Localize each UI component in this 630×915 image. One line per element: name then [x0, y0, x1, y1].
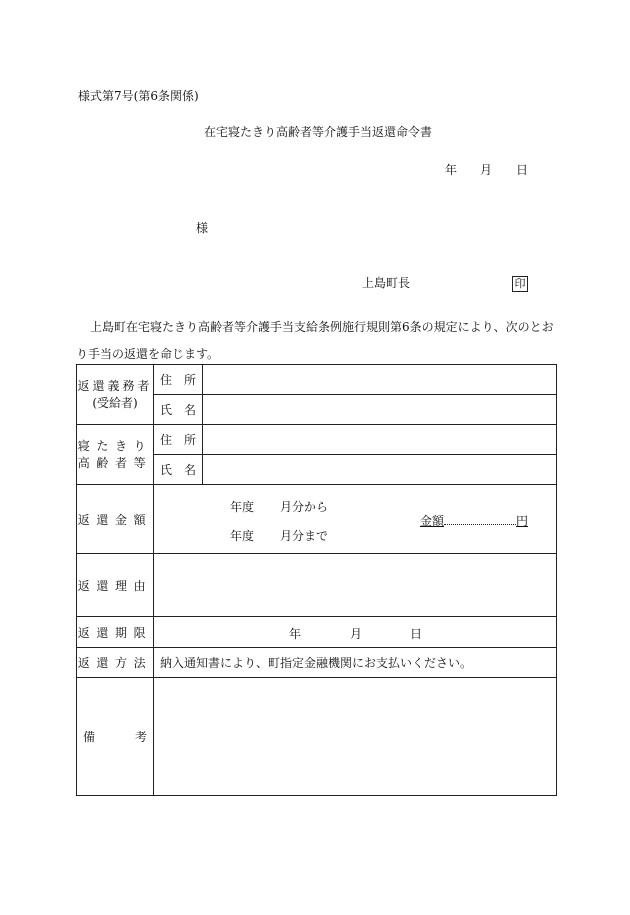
remarks-row [77, 678, 557, 796]
issuer-name: 上島町長 [362, 276, 411, 290]
body-text-line-1: 上島町在宅寝たきり高齢者等介護手当支給条例施行規則第6条の規定により、次のとお [90, 320, 554, 334]
remarks-label-1: 備 [83, 730, 96, 744]
amount-field [420, 512, 528, 529]
obligor-name-label: 氏 名 [154, 395, 203, 425]
reason-value[interactable] [154, 554, 557, 617]
recipient-suffix: 様 [196, 221, 209, 235]
period-from-month: 月分から [280, 500, 329, 514]
period-from-year: 年度 [230, 500, 255, 514]
document-title: 在宅寝たきり高齢者等介護手当返還命令書 [204, 125, 433, 139]
remarks-label-2: 考 [134, 730, 147, 744]
obligor-address-label: 住 所 [154, 365, 203, 395]
seal-mark [512, 272, 528, 292]
bedridden-address-row [77, 425, 557, 455]
deadline-row [77, 617, 557, 648]
bedridden-name-value[interactable] [203, 455, 557, 485]
method-text: 納入通知書により、町指定金融機関にお支払いください。 [154, 648, 557, 678]
method-row [77, 648, 557, 678]
remarks-value[interactable] [154, 678, 557, 796]
period-to-month: 月分まで [280, 529, 329, 543]
amount-unit: 円 [516, 514, 529, 528]
deadline-month-label: 月 [350, 627, 363, 641]
remarks-label-cell [77, 678, 154, 796]
seal-label: 印 [512, 276, 528, 292]
obligor-label: 返還義務者 [77, 378, 153, 393]
amount-prefix: 金額 [420, 514, 445, 528]
amount-dotted-line [444, 524, 516, 525]
reason-label: 返還理由 [77, 554, 154, 617]
obligor-name-value[interactable] [203, 395, 557, 425]
period-to-year: 年度 [230, 529, 255, 543]
bedridden-label-cell [77, 425, 154, 485]
deadline-value-cell[interactable] [154, 617, 557, 648]
body-text-line-2: り手当の返還を命じます。 [76, 347, 220, 361]
method-label: 返還方法 [77, 648, 154, 678]
date-day-label: 日 [516, 163, 529, 177]
deadline-label: 返還期限 [77, 617, 154, 648]
amount-row [77, 485, 557, 554]
obligor-label-cell [77, 365, 154, 425]
bedridden-name-label: 氏 名 [154, 455, 203, 485]
deadline-day-label: 日 [410, 627, 423, 641]
obligor-address-row [77, 365, 557, 395]
bedridden-label-2: 高齢者等 [77, 455, 153, 470]
date-month-label: 月 [480, 163, 493, 177]
bedridden-address-value[interactable] [203, 425, 557, 455]
amount-value-cell[interactable] [154, 485, 557, 554]
refund-order-table [76, 364, 557, 796]
deadline-year-label: 年 [289, 627, 302, 641]
form-number: 様式第7号(第6条関係) [78, 89, 199, 103]
bedridden-label-1: 寝たきり [77, 438, 153, 453]
reason-row [77, 554, 557, 617]
bedridden-address-label: 住 所 [154, 425, 203, 455]
amount-label: 返還金額 [77, 485, 154, 554]
date-year-label: 年 [445, 163, 458, 177]
obligor-sub-label: (受給者) [92, 395, 138, 410]
obligor-address-value[interactable] [203, 365, 557, 395]
